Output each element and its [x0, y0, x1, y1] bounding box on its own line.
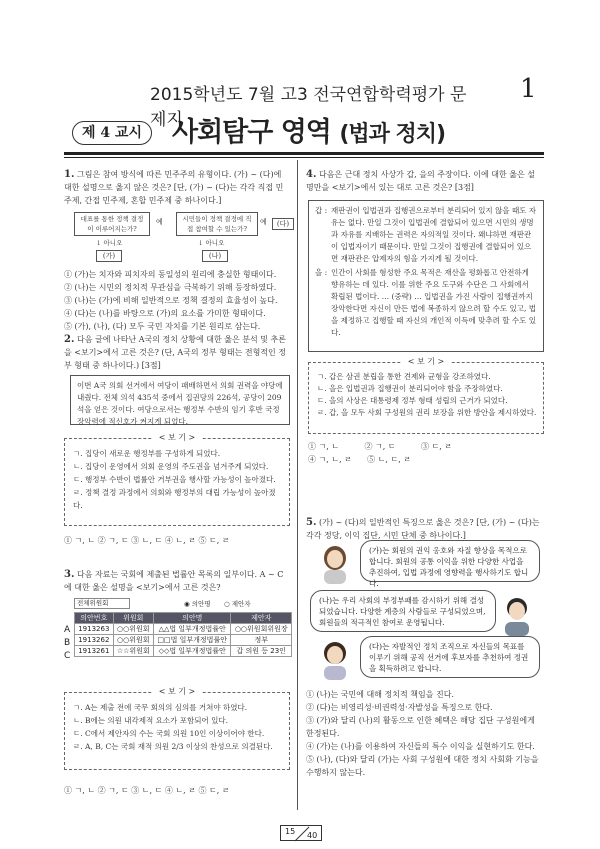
speaker-label: 을 :: [315, 268, 328, 277]
q1-choices: [64, 268, 294, 333]
democracy-diagram: [74, 212, 290, 262]
page-counter: [280, 825, 322, 841]
radio-proposer[interactable]: ○ 제안자: [224, 600, 251, 608]
bogi-item: ㄱ. 집당이 새로운 행정부를 구성하게 되었다.: [73, 449, 221, 458]
page-total: 40: [307, 831, 318, 840]
column-divider: [297, 160, 298, 810]
q4-bogi-box: [308, 357, 544, 434]
cell: □□법 일부개정법률안: [153, 635, 230, 646]
speech-bubble-na: (나)는 우리 사회의 부정부패를 감시하기 위해 결성되었습니다. 다양한 계층의 사람들로 구성되었으며, 회원들의 적극적인 참여로 운영됩니다.: [310, 590, 496, 632]
row-mark-c: C: [64, 651, 71, 661]
question-number: 2.: [64, 334, 75, 345]
bogi-item: ㄴ. B에는 의원 내각제적 요소가 포함되어 있다.: [73, 716, 228, 725]
woman-avatar-icon: [318, 544, 352, 584]
cell: ○○위원회: [113, 635, 153, 646]
q3-bogi-box: [64, 687, 290, 770]
page-number: 1: [520, 74, 537, 104]
girl-avatar-icon: [318, 640, 352, 680]
question-number: 4.: [306, 169, 317, 180]
diagram-question-2: 시민들이 정책 결정에 직접 참여할 수 있는가?: [176, 212, 258, 236]
table-row[interactable]: [75, 635, 292, 646]
cell: △△법 일부개정법률안: [153, 624, 230, 635]
cell: ○○위원회위원장: [231, 624, 292, 635]
bogi-item: ㄷ. C에서 제안자의 수는 국회 의원 10인 이상이어야 한다.: [73, 729, 265, 738]
period-badge: 제 4 교시: [72, 121, 152, 145]
table-row[interactable]: [75, 646, 292, 657]
exam-title: 2015학년도 7월 고3 전국연합학력평가 문제지: [150, 85, 467, 130]
column-header: 의안번호: [75, 613, 114, 624]
column-header: 위원회: [113, 613, 153, 624]
speech-bubble-da: (다)는 자발적인 정치 조직으로 자신들의 목표를 이루기 위해 공직 선거에 후보자를 추천하여 정권을 획득하려고 합니다.: [360, 636, 540, 678]
question-stem: (가) ~ (다)의 일반적인 특징으로 옳은 것은? [단, (가) ~ (다)는 각각 정당, 이익 집단, 시민 단체 중 하나이다.]: [306, 518, 540, 540]
choice-1[interactable]: ① (나)는 국민에 대해 정치적 책임을 진다.: [306, 690, 454, 699]
question-stem: 그림은 참여 방식에 따른 민주주의 유형이다. (가) ~ (다)에 대한 설명으로 옳지 않은 것은? [단, (가) ~ (다)는 각각 직접 민주제, 간접 민주제, 혼합 민주제 중 하나이다.]: [64, 170, 284, 205]
cell: 1913263: [75, 624, 114, 635]
q2-choices[interactable]: ① ㄱ, ㄴ ② ㄱ, ㄷ ③ ㄴ, ㄷ ④ ㄴ, ㄹ ⑤ ㄷ, ㄹ: [64, 536, 230, 545]
q4-choices-row2[interactable]: ④ ㄱ, ㄴ, ㄹ ⑤ ㄴ, ㄷ, ㄹ: [308, 455, 412, 464]
bogi-label: < 보 기 >: [65, 432, 289, 444]
speech-bubble-ga: (가)는 회원의 권익 옹호와 자질 향상을 목적으로 합니다. 회원의 공통 이익을 위한 다양한 사업을 추진하여, 입법 과정에 영향력을 행사하기도 합니다.: [360, 540, 540, 582]
passage-eul: [315, 267, 537, 339]
diagram-result-da: (다): [272, 218, 294, 230]
subject-name: 사회탐구 영역: [172, 117, 331, 148]
q3-choices[interactable]: ① ㄱ, ㄴ ② ㄱ, ㄷ ③ ㄴ, ㄷ ④ ㄴ, ㄹ ⑤ ㄷ, ㄹ: [64, 786, 230, 795]
question-5: [306, 516, 542, 542]
bogi-item: ㄱ. 갑은 삼권 분립을 통한 견제와 균형을 강조하였다.: [317, 372, 491, 381]
row-marks: [64, 624, 70, 663]
bogi-item: ㄴ. 을은 입법권과 집행권이 분리되어야 함을 주장하였다.: [317, 384, 503, 393]
radio-bill-name[interactable]: ◉ 의안명: [184, 600, 211, 608]
table-header: [75, 613, 292, 624]
choice-2[interactable]: ② (다)는 비영리성·비권력성·자발성을 특징으로 한다.: [306, 703, 493, 712]
committee-select[interactable]: 전체위원회: [74, 598, 130, 609]
q4-choices-row1[interactable]: ① ㄱ, ㄴ ② ㄱ, ㄷ ③ ㄷ, ㄹ: [308, 442, 453, 451]
choice-5[interactable]: ⑤ (나), (다)와 달리 (가)는 사회 구성원에 대한 정치 사회화 기능을 수행하지 않는다.: [306, 755, 539, 777]
diagram-question-1: 대표를 통한 정책 결정이 이루어지는가?: [74, 212, 150, 236]
question-4: [306, 168, 542, 194]
man-avatar-icon: [500, 596, 534, 636]
bogi-label: < 보 기 >: [309, 356, 543, 368]
bill-list: [64, 598, 294, 676]
bogi-item: ㄴ. 집당이 운영에서 의회 운영의 주도권을 넘겨주게 되었다.: [73, 462, 269, 471]
bogi-item: ㄹ. 정책 결정 과정에서 의회와 행정부의 대립 가능성이 높아졌다.: [73, 488, 276, 510]
subject-title: [172, 110, 445, 149]
bill-table: [74, 612, 292, 657]
cell: ○○위원회: [113, 624, 153, 635]
question-1: [64, 168, 290, 207]
choice-5[interactable]: ⑤ (가), (나), (다) 모두 국민 자치를 기본 원리로 삼는다.: [64, 322, 261, 331]
choice-3[interactable]: ③ (나)는 (가)에 비해 일반적으로 정책 결정의 효율성이 높다.: [64, 296, 278, 305]
diagram-result-ga: (가): [96, 250, 122, 262]
row-mark-b: B: [64, 638, 71, 648]
subject-sub: (법과 정치): [339, 122, 446, 147]
choice-2[interactable]: ② (나)는 시민의 정치적 무관심을 극복하기 위해 등장하였다.: [64, 283, 277, 292]
choice-4[interactable]: ④ (가)는 (나)를 이용하여 자신들의 특수 이익을 실현하기도 한다.: [306, 742, 535, 751]
bogi-item: ㄷ. 행정부 수반이 법률안 거부권을 행사할 가능성이 높아졌다.: [73, 475, 276, 484]
question-number: 1.: [64, 169, 75, 180]
q2-passage: 이번 A국 의회 선거에서 여당이 패배하면서 의회 권력을 야당에 내줬다. 전체 의석 435석 중에서 집권당의 226석, 공당이 209석을 얻은 것이다. 여당으로서는 행정부 수반의 임기 후반 국정 장악력에 적신호가 켜지게 되었다.: [70, 375, 290, 425]
question-stem: 다음 글에 나타난 A국의 정치 상황에 대한 옳은 분석 및 추론을 <보기>에서 고른 것은? (단, A국의 정부 형태는 전형적인 정부 형태 중 하나이다.) [3점]: [64, 335, 287, 370]
cell: 1913261: [75, 646, 114, 657]
q4-passage: [308, 200, 544, 352]
column-header: 제안자: [231, 613, 292, 624]
question-2: [64, 333, 290, 372]
bogi-item: ㄹ. 갑, 을 모두 사회 구성원의 권리 보장을 위한 방안을 제시하였다.: [317, 408, 537, 417]
choice-3[interactable]: ③ (가)와 달리 (나)의 활동으로 인한 혜택은 해당 집단 구성원에게 한정된다.: [306, 716, 535, 738]
question-number: 5.: [306, 517, 317, 528]
diagram-result-na: (나): [202, 250, 228, 262]
cell: ☆☆위원회: [113, 646, 153, 657]
speaker-label: 갑 :: [315, 206, 328, 215]
table-row[interactable]: [75, 624, 292, 635]
column-header: 의안명: [153, 613, 230, 624]
question-stem: 다음은 근대 정치 사상가 갑, 을의 주장이다. 이에 대한 옳은 설명만을 <보기>에서 있는 대로 고른 것은? [3점]: [306, 170, 535, 192]
passage-gap: [315, 205, 537, 265]
cell: ◇◇법 일부개정법률안: [153, 646, 230, 657]
question-number: 3.: [64, 569, 75, 580]
diagram-no-1: ↓ 아니오: [96, 239, 123, 247]
page-current: 15: [285, 827, 296, 836]
cell: 갑 의원 등 23인: [231, 646, 292, 657]
cell: 정부: [231, 635, 292, 646]
q5-choices: [306, 688, 542, 779]
diagram-yes-1: 예: [156, 218, 163, 226]
speaker-text: 인간이 사회를 형성한 주요 목적은 재산을 평화롭고 안전하게 향유하는 데 있다. 이를 위한 주요 도구와 수단은 그 사회에서 확립된 법이다. … (중략) … 입법권을 가진 사람이 집행권까지 장악한다면 자신이 만든 법에 복종하지 않으려 할 수도 있고, 법을 제정하고 집행할 때 자신의 개인적 이득에 맞추려 할 수도 있다.: [331, 268, 536, 337]
question-3: [64, 568, 290, 594]
bogi-item: ㄱ. A는 제출 전에 국무 회의의 심의를 거쳐야 하였다.: [73, 703, 248, 712]
diagram-no-2: ↓ 아니오: [198, 239, 225, 247]
diagram-yes-2: 예: [260, 218, 267, 226]
header-rule-thin: [64, 157, 544, 158]
speaker-text: 재판권이 입법권과 집행권으로부터 분리되어 있지 않을 때도 자유는 없다. 만일 그것이 입법권에 결합되어 있으면 시민의 생명과 자유를 지배하는 권력은 자의적일 것이다. 왜냐하면 재판관이 입법자이기 때문이다. 만일 그것이 집행권에 결합되어 있으면 재판관은 압제자의 힘을 가지게 될 것이다.: [331, 206, 537, 263]
bogi-label: < 보 기 >: [65, 686, 289, 698]
bogi-item: ㄷ. 을의 사상은 대통령제 정부 형태 성립의 근거가 되었다.: [317, 396, 508, 405]
choice-4[interactable]: ④ (다)는 (나)를 바탕으로 (가)의 요소를 가미한 형태이다.: [64, 309, 266, 318]
row-mark-a: A: [64, 625, 71, 635]
bogi-item: ㄹ. A, B, C는 국회 재적 의원 2/3 이상의 찬성으로 의결된다.: [73, 742, 273, 751]
question-stem: 다음 자료는 국회에 제출된 법률안 목록의 일부이다. A ~ C에 대한 옳은 설명을 <보기>에서 고른 것은?: [64, 570, 284, 592]
cell: 1913262: [75, 635, 114, 646]
q2-bogi-box: [64, 433, 290, 526]
choice-1[interactable]: ① (가)는 치자와 피치자의 동일성의 원리에 충실한 형태이다.: [64, 270, 277, 279]
header-rule: [64, 152, 544, 155]
